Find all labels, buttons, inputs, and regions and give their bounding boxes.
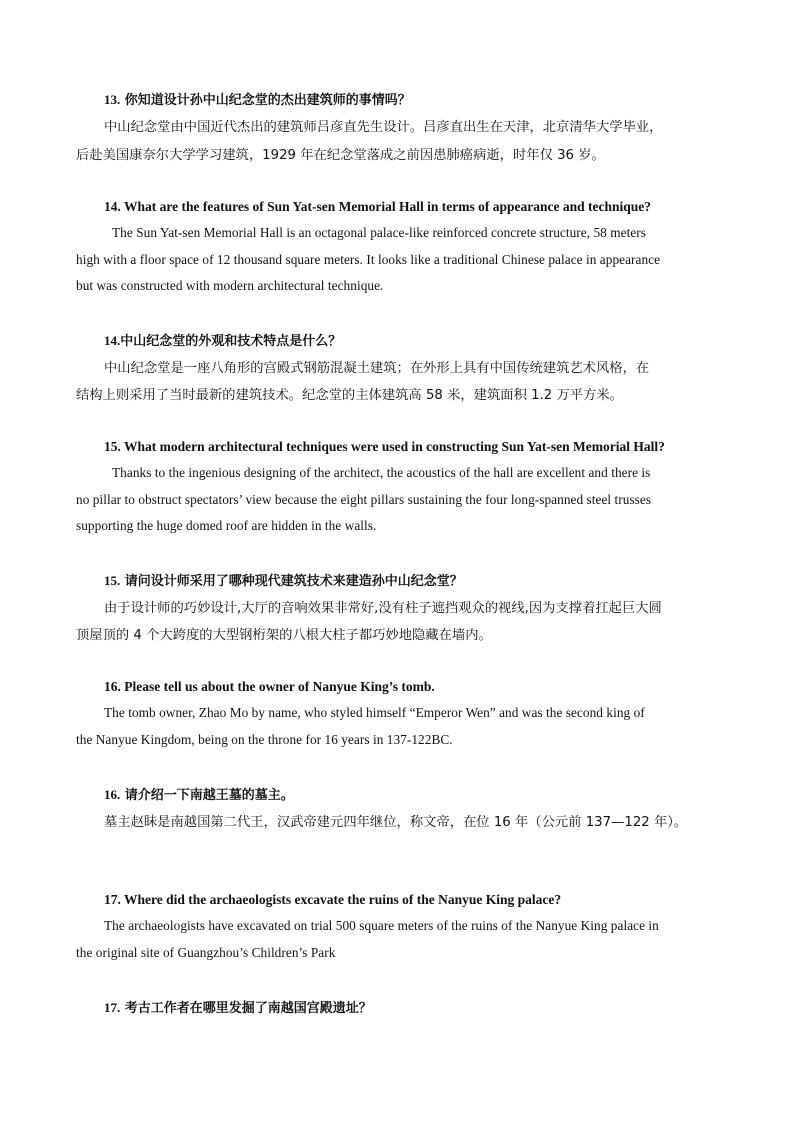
answer-14-en-line-3: but was constructed with modern architectural technique. (76, 278, 384, 293)
answer-13-zh-line-1: 中山纪念堂由中国近代杰出的建筑师吕彦直先生设计。吕彦直出生在天津，北京清华大学毕业， (104, 120, 663, 135)
answer-14-en-line-2: high with a floor space of 12 thousand square meters. It looks like a traditional Chinese palace in appearance (76, 252, 661, 267)
answer-15-zh-line-1: 由于设计师的巧妙设计,大厅的音响效果非常好,没有柱子遮挡观众的视线,因为支撑着扛起巨大圆 (104, 601, 662, 616)
answer-17-en-line-1: The archaeologists have excavated on trial 500 square meters of the ruins of the Nanyue King palace in (104, 918, 659, 933)
answer-15-en-line-2: no pillar to obstruct spectators’ view because the eight pillars sustaining the four long-spanned steel trusses (76, 492, 652, 507)
answer-14-en-line-1: The Sun Yat-sen Memorial Hall is an octagonal palace-like reinforced concrete structure, 58 meters (112, 225, 646, 240)
question-13-zh: 13. 你知道设计孙中山纪念堂的杰出建筑师的事情吗？ (104, 92, 411, 108)
answer-15-en-line-1: Thanks to the ingenious designing of the architect, the acoustics of the hall are excellent and there is (112, 465, 651, 480)
question-14-zh: 14.中山纪念堂的外观和技术特点是什么？ (104, 333, 342, 349)
answer-14-zh-line-2: 结构上则采用了当时最新的建筑技术。纪念堂的主体建筑高 58 米，建筑面积 1.2 万平方米。 (76, 388, 623, 403)
answer-16-en-line-2: the Nanyue Kingdom, being on the throne for 16 years in 137-122BC. (76, 732, 453, 747)
question-15-en: 15. What modern architectural techniques were used in constructing Sun Yat-sen Memorial Hall? (104, 439, 665, 454)
question-17-en: 17. Where did the archaeologists excavate the ruins of the Nanyue King palace? (104, 892, 562, 907)
answer-15-en-line-3: supporting the huge domed roof are hidden in the walls. (76, 518, 377, 533)
question-17-zh: 17. 考古工作者在哪里发掘了南越国宫殿遗址？ (104, 1000, 372, 1016)
answer-14-zh-line-1: 中山纪念堂是一座八角形的宫殿式钢筋混凝土建筑；在外形上具有中国传统建筑艺术风格，在 (104, 361, 650, 376)
answer-15-zh-line-2: 顶屋顶的 4 个大跨度的大型钢桁架的八根大柱子都巧妙地隐藏在墙内。 (76, 628, 492, 643)
answer-16-zh-line-1: 墓主赵眛是南越国第二代王，汉武帝建元四年继位，称文帝，在位 16 年（公元前 137—122 年）。 (104, 815, 688, 830)
question-16-zh: 16. 请介绍一下南越王墓的墓主。 (104, 787, 294, 803)
question-14-en: 14. What are the features of Sun Yat-sen Memorial Hall in terms of appearance and technique? (104, 199, 651, 214)
question-16-en: 16. Please tell us about the owner of Nanyue King’s tomb. (104, 679, 435, 694)
question-15-zh: 15. 请问设计师采用了哪种现代建筑技术来建造孙中山纪念堂？ (104, 573, 463, 589)
answer-17-en-line-2: the original site of Guangzhou’s Children’s Park (76, 945, 336, 960)
answer-16-en-line-1: The tomb owner, Zhao Mo by name, who styled himself “Emperor Wen” and was the second king of (104, 705, 645, 720)
answer-13-zh-line-2: 后赴美国康奈尔大学学习建筑，1929 年在纪念堂落成之前因患肺癌病逝，时年仅 36 岁。 (76, 148, 605, 163)
